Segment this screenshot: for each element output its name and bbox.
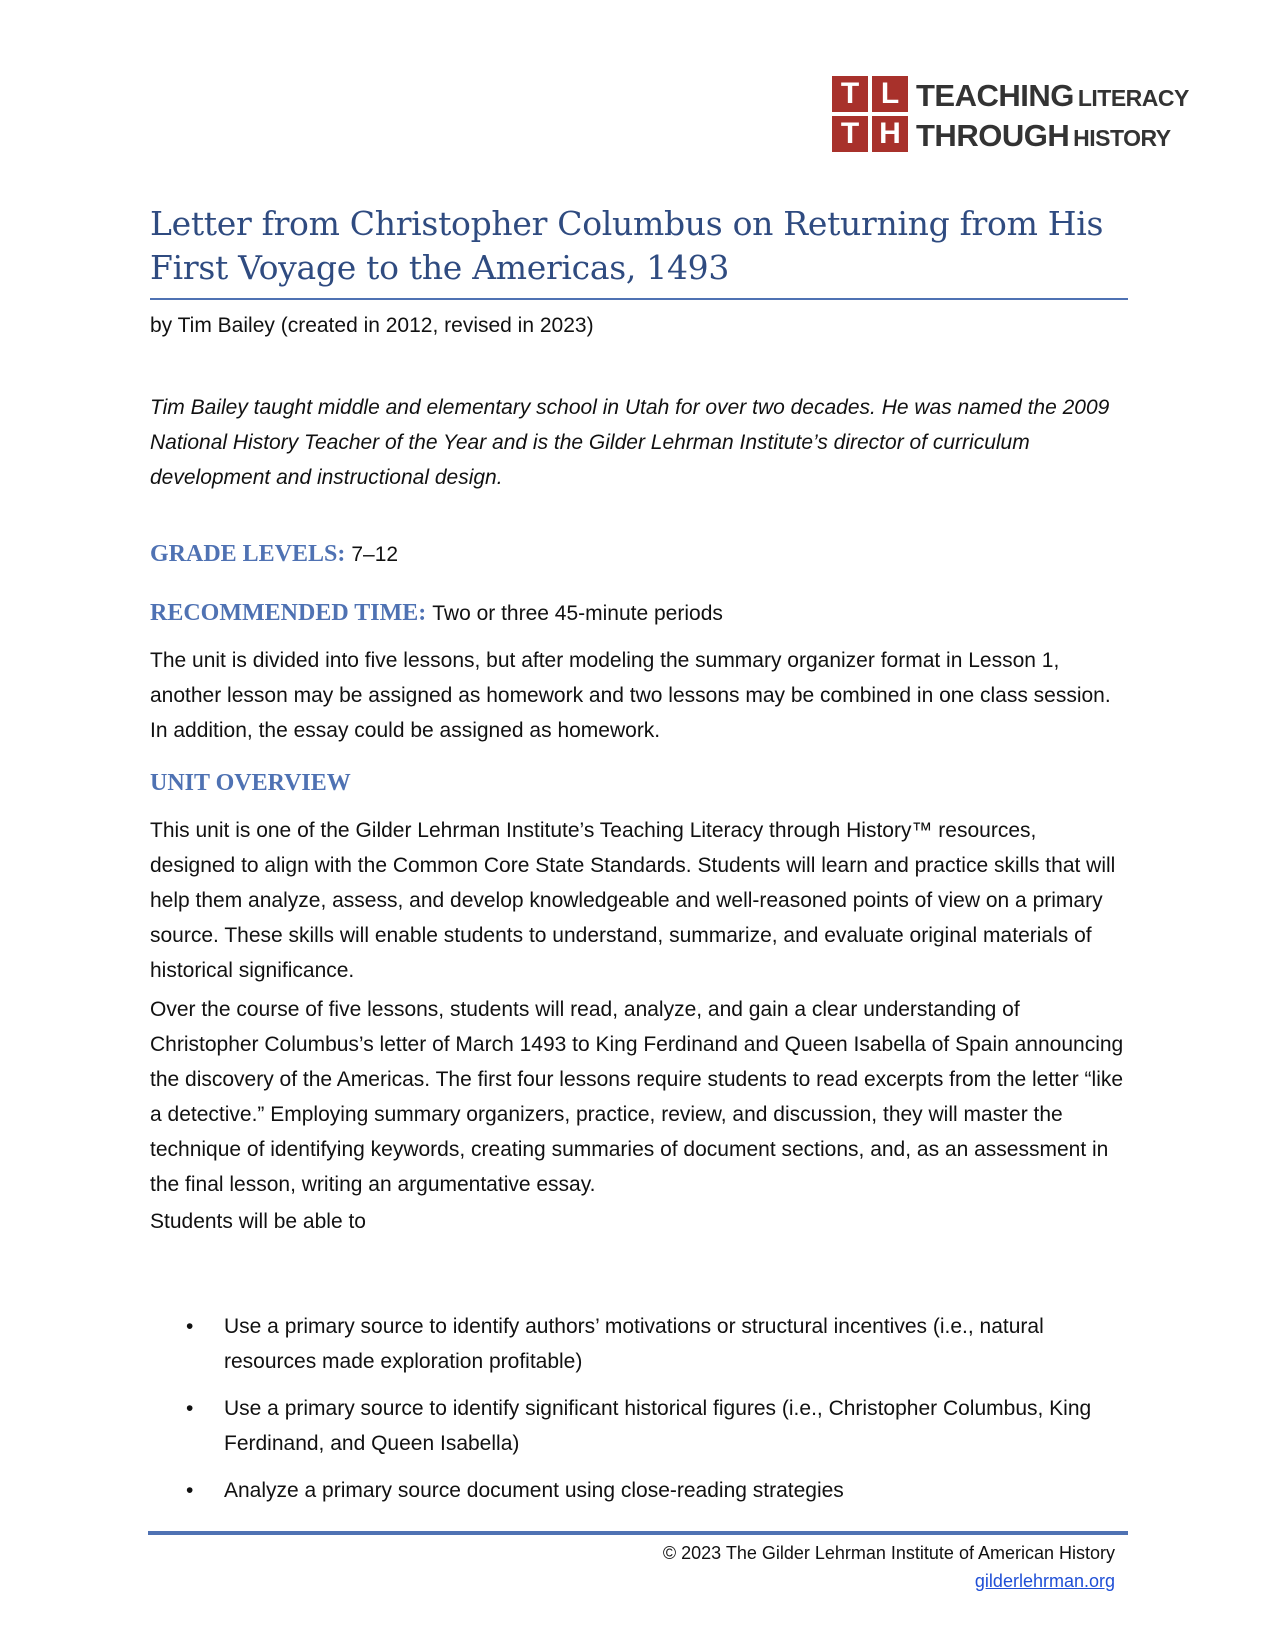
grade-levels-value: 7–12 bbox=[351, 543, 399, 566]
title-line-2: First Voyage to the Americas, 1493 bbox=[150, 248, 730, 287]
logo-word: THROUGH bbox=[916, 118, 1070, 153]
footer-divider bbox=[148, 1531, 1128, 1535]
list-item-text: Use a primary source to identify authors’ motivations or structural incentives (i.e., natural resources made exploration profitable) bbox=[224, 1315, 1044, 1373]
bullet-icon: • bbox=[186, 1397, 194, 1420]
title-divider bbox=[150, 298, 1128, 300]
recommended-time bbox=[150, 598, 723, 629]
objectives-intro: Students will be able to bbox=[150, 1210, 366, 1233]
recommended-time-value: Two or three 45-minute periods bbox=[432, 602, 723, 625]
overview-paragraph-1: This unit is one of the Gilder Lehrman Institute’s Teaching Literacy through History™ resources, designed to align with the Common Core State Standards. Students will learn and practice skills that will help them analyze, assess, and develop knowledgeable and well-reasoned points of view on a primary source. These skills will enable students to understand, summarize, and evaluate original materials of historical significance. bbox=[150, 819, 1116, 982]
logo-line-2 bbox=[916, 118, 1171, 154]
footer-copyright: © 2023 The Gilder Lehrman Institute of American History bbox=[662, 1543, 1115, 1563]
list-item-text: Use a primary source to identify significant historical figures (i.e., Christopher Columbus, King Ferdinand, and Queen Isabella) bbox=[224, 1397, 1092, 1455]
byline: by Tim Bailey (created in 2012, revised in 2023) bbox=[150, 314, 594, 337]
list-item bbox=[150, 1391, 1125, 1461]
logo-word: TEACHING bbox=[916, 78, 1074, 113]
logo-mark bbox=[832, 76, 908, 152]
document-title bbox=[150, 202, 1120, 290]
bullet-icon: • bbox=[186, 1315, 194, 1338]
logo-cell: T bbox=[832, 76, 868, 112]
logo-word: LITERACY bbox=[1077, 85, 1189, 111]
logo-line-1 bbox=[916, 78, 1189, 114]
logo-cell: H bbox=[872, 116, 908, 152]
footer-website-link[interactable]: gilderlehrman.org bbox=[974, 1571, 1115, 1591]
logo-cell: T bbox=[832, 116, 868, 152]
list-item-text: Analyze a primary source document using close-reading strategies bbox=[224, 1479, 844, 1502]
logo-cell: L bbox=[872, 76, 908, 112]
objectives-list bbox=[150, 1309, 1125, 1520]
grade-levels bbox=[150, 539, 398, 570]
tlth-logo bbox=[832, 76, 1189, 156]
recommended-time-label: RECOMMENDED TIME: bbox=[150, 600, 427, 626]
overview-paragraph-2: Over the course of five lessons, students will read, analyze, and gain a clear understanding of Christopher Columbus’s letter of March 1493 to King Ferdinand and Queen Isabella of Spain announcing the discovery of the Americas. The first four lessons require students to read excerpts from the letter “like a detective.” Employing summary organizers, practice, review, and discussion, they will master the technique of identifying keywords, creating summaries of document sections, and, as an assessment in the final lesson, writing an argumentative essay. bbox=[150, 998, 1124, 1196]
title-line-1: Letter from Christopher Columbus on Returning from His bbox=[150, 204, 1104, 243]
list-item bbox=[150, 1309, 1125, 1379]
bullet-icon: • bbox=[186, 1479, 194, 1502]
logo-word: HISTORY bbox=[1073, 125, 1171, 151]
grade-levels-label: GRADE LEVELS: bbox=[150, 541, 346, 567]
author-bio: Tim Bailey taught middle and elementary school in Utah for over two decades. He was named the 2009 National History Teacher of the Year and is the Gilder Lehrman Institute’s director of curriculum development and instructional design. bbox=[150, 396, 1110, 489]
list-item bbox=[150, 1473, 1125, 1508]
unit-overview-heading: UNIT OVERVIEW bbox=[150, 770, 351, 796]
time-note: The unit is divided into five lessons, but after modeling the summary organizer format in Lesson 1, another lesson may be assigned as homework and two lessons may be combined in one class session. In addition, the essay could be assigned as homework. bbox=[150, 649, 1111, 742]
